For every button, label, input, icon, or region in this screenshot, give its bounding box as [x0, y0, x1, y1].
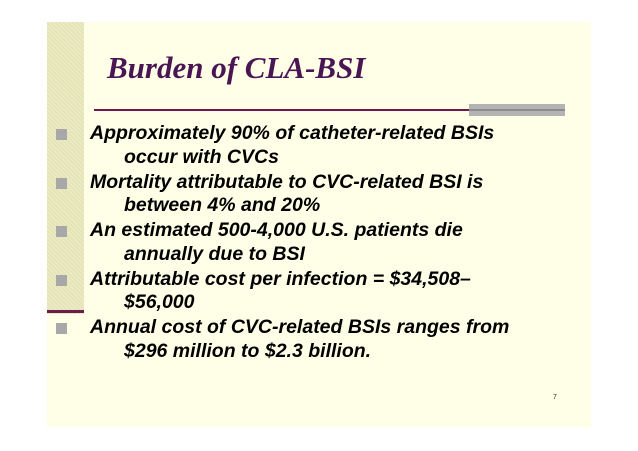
title-underline: [94, 109, 469, 111]
square-bullet-icon: [56, 178, 67, 189]
bullet-line-2: $56,000: [124, 291, 195, 313]
bullet-line-1: Attributable cost per infection = $34,508–: [90, 267, 471, 290]
bullet-item: [56, 268, 576, 315]
page-number: 7: [553, 394, 557, 401]
bullet-list: [56, 122, 576, 365]
bullet-item: [56, 122, 576, 169]
bullet-line-1: Approximately 90% of catheter-related BSIs: [90, 122, 495, 144]
bullet-line-2: occur with CVCs: [124, 145, 279, 168]
bullet-item: [56, 316, 576, 363]
square-bullet-icon: [56, 275, 67, 286]
bullet-line-1: An estimated 500-4,000 U.S. patients die: [90, 219, 463, 241]
bullet-line-2: between 4% and 20%: [124, 194, 321, 216]
title-rule-block-line: [469, 109, 565, 111]
square-bullet-icon: [56, 226, 67, 237]
square-bullet-icon: [56, 323, 67, 334]
bullet-line-1: Annual cost of CVC-related BSIs ranges from: [90, 316, 510, 338]
bullet-line-2: $296 million to $2.3 billion.: [124, 339, 372, 362]
bullet-line-1: Mortality attributable to CVC-related BSI is: [90, 170, 484, 193]
square-bullet-icon: [56, 129, 67, 140]
bullet-item: [56, 219, 576, 266]
bullet-item: [56, 171, 576, 218]
bullet-line-2: annually due to BSI: [124, 242, 305, 265]
slide-title: Burden of CLA-BSI: [107, 50, 366, 85]
